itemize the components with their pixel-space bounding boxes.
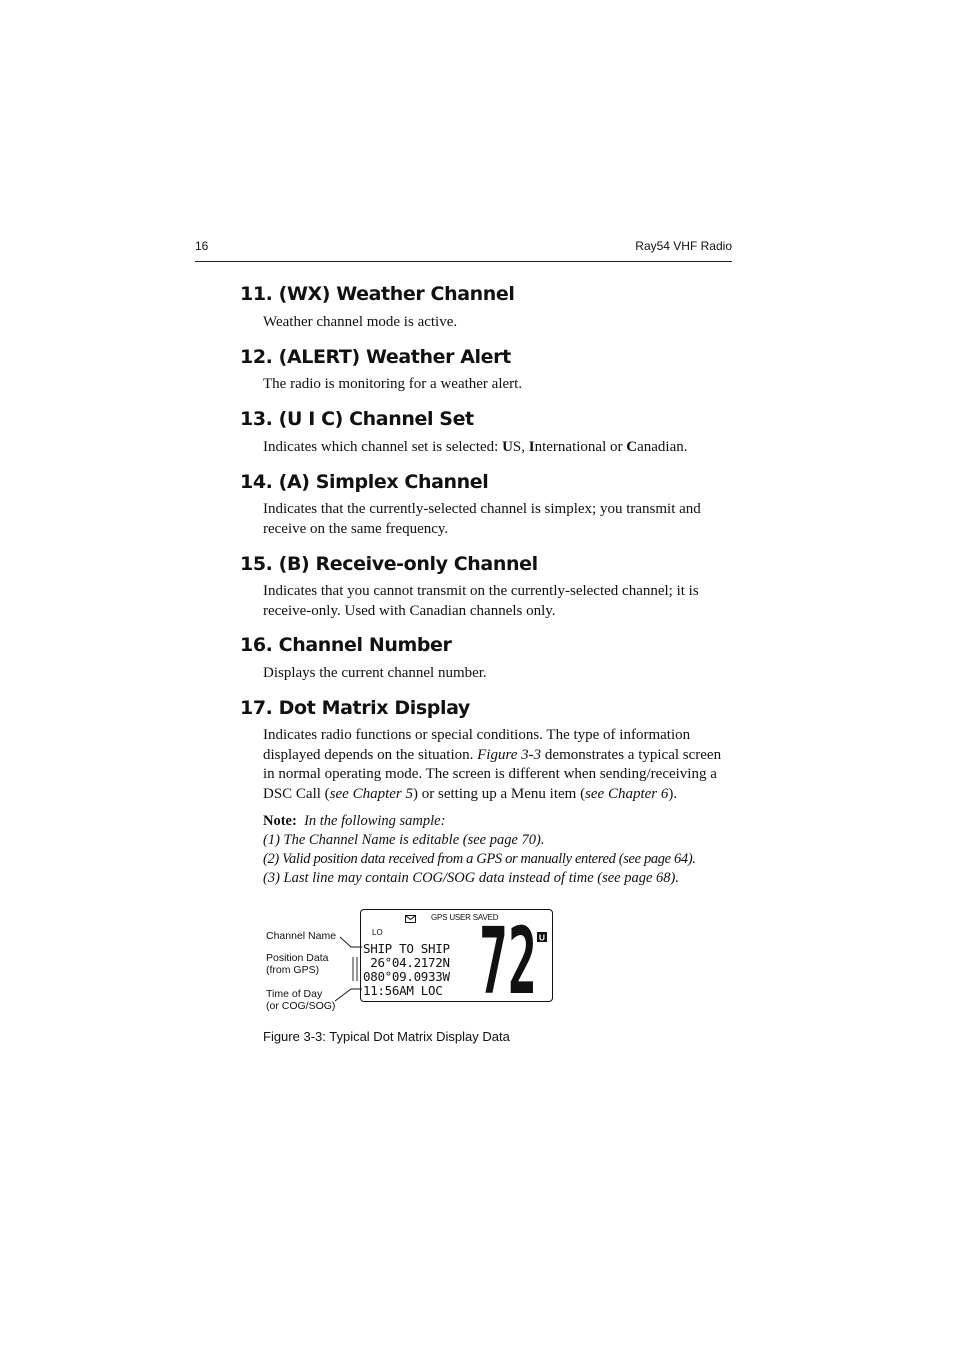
section-body-13: Indicates which channel set is selected: US, International or Canadian. [263, 439, 688, 455]
page-number: 16 [195, 239, 209, 253]
display-line-time: 11:56AM LOC [363, 983, 443, 998]
note-line-1: (1) The Channel Name is editable (see page 70). [263, 832, 545, 848]
display-line-channel-name: SHIP TO SHIP [363, 941, 450, 956]
section-body-12: The radio is monitoring for a weather alert. [263, 376, 523, 392]
channel-number: 72 [479, 920, 537, 998]
section-heading-16: 16. Channel Number [240, 634, 452, 656]
envelope-icon [405, 915, 416, 923]
section-body-11: Weather channel mode is active. [263, 314, 458, 330]
callout-position-data: Position Data (from GPS) [266, 952, 329, 976]
running-header-title: Ray54 VHF Radio [635, 239, 732, 253]
note-line-3: (3) Last line may contain COG/SOG data instead of time (see page 68). [263, 870, 680, 886]
callout-channel-name: Channel Name [266, 930, 337, 942]
section-heading-17: 17. Dot Matrix Display [240, 697, 470, 719]
section-heading-12: 12. (ALERT) Weather Alert [240, 346, 511, 368]
display-line-latitude: 26°04.2172N [363, 955, 450, 970]
channel-number-digits [479, 920, 537, 998]
status-icons: GPS USER SAVED [431, 913, 499, 922]
section-body-15: Indicates that you cannot transmit on the currently-selected channel; it is receive-only. Used with Canadian channels only. [263, 583, 699, 619]
figure-3-3 [263, 905, 555, 1015]
section-heading-14: 14. (A) Simplex Channel [240, 471, 489, 493]
display-line-longitude: 080°09.0933W [363, 969, 450, 984]
section-heading-13: 13. (U I C) Channel Set [240, 408, 474, 430]
callout-time-of-day: Time of Day (or COG/SOG) [266, 988, 336, 1012]
section-body-17: Indicates radio functions or special conditions. The type of information displayed depends on the situation. Figure 3-3 demonstrates a typical screen in normal operating mode. The screen is different when sending/receiving a DSC Call (see Chapter 5) or setting up a Menu item (see Chapter 6). [263, 727, 722, 802]
channel-set-letter: U [538, 932, 546, 942]
note-line-2: (2) Valid position data received from a GPS or manually entered (see page 64). [263, 851, 696, 867]
section-heading-11: 11. (WX) Weather Channel [240, 283, 515, 305]
section-body-14: Indicates that the currently-selected channel is simplex; you transmit and receive on the same frequency. [263, 501, 701, 537]
header-rule [195, 261, 732, 262]
power-level: LO [372, 928, 383, 937]
section-heading-15: 15. (B) Receive-only Channel [240, 553, 538, 575]
figure-caption: Figure 3-3: Typical Dot Matrix Display Data [263, 1029, 510, 1044]
section-body-16: Displays the current channel number. [263, 665, 487, 681]
note-header: Note: In the following sample: [263, 813, 446, 829]
channel-set-indicator [537, 932, 547, 942]
